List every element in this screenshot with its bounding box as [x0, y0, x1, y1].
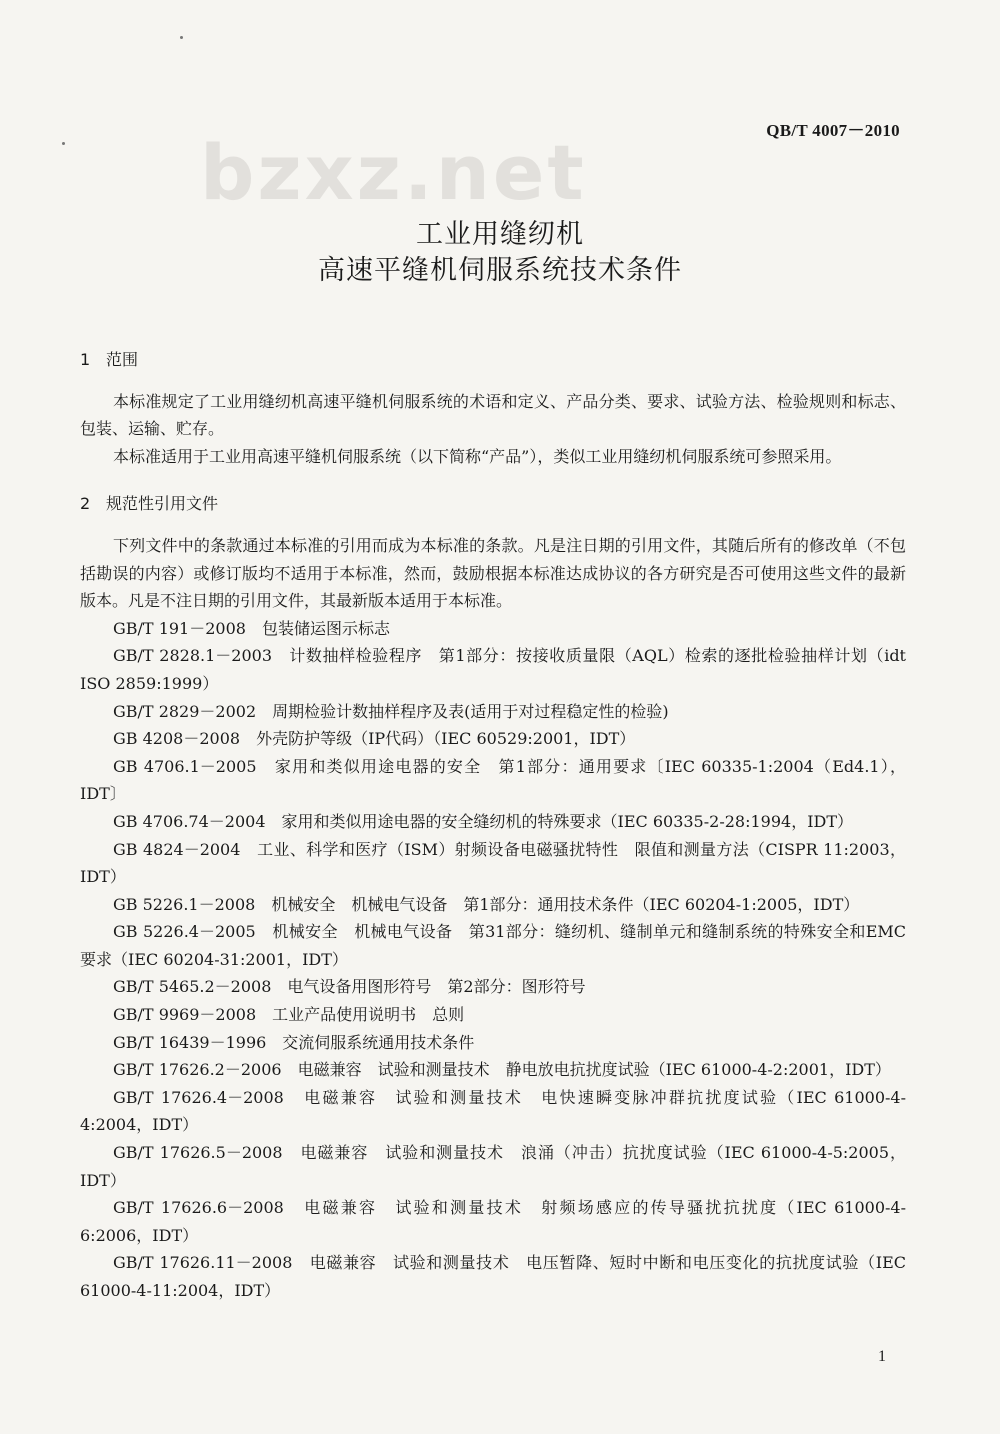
title-line-2: 高速平缝机伺服系统技术条件 — [318, 255, 682, 286]
reference-item: GB/T 17626.6－2008 电磁兼容 试验和测量技术 射频场感应的传导骚扰抗扰度（IEC 61000-4-6:2006，IDT） — [80, 1198, 906, 1245]
title-line-1: 工业用缝纫机 — [416, 219, 584, 250]
reference-item: GB 4706.74－2004 家用和类似用途电器的安全缝纫机的特殊要求（IEC 60335-2-28:1994，IDT） — [113, 811, 854, 831]
paragraph: 本标准规定了工业用缝纫机高速平缝机伺服系统的术语和定义、产品分类、要求、试验方法、检验规则和标志、包装、运输、贮存。 — [80, 391, 906, 439]
reference-item: GB/T 16439－1996 交流伺服系统通用技术条件 — [113, 1032, 475, 1052]
section-2-heading — [80, 490, 906, 518]
reference-item: GB/T 2829－2002 周期检验计数抽样程序及表(适用于对过程稳定性的检验) — [113, 701, 669, 721]
reference-item: GB/T 17626.4－2008 电磁兼容 试验和测量技术 电快速瞬变脉冲群抗扰度试验（IEC 61000-4-4:2004，IDT） — [80, 1087, 906, 1135]
scan-speck — [180, 36, 183, 39]
scan-speck — [62, 142, 65, 145]
reference-item: GB/T 191－2008 包装储运图示标志 — [113, 618, 390, 638]
section-title: 范围 — [106, 350, 139, 369]
page-number: 1 — [878, 1348, 886, 1365]
reference-item: GB/T 17626.2－2006 电磁兼容 试验和测量技术 静电放电抗扰度试验（IEC 61000-4-2:2001，IDT） — [113, 1060, 891, 1080]
reference-item: GB/T 17626.5－2008 电磁兼容 试验和测量技术 浪涌（冲击）抗扰度试验（IEC 61000-4-5:2005，IDT） — [80, 1143, 906, 1190]
paragraph: 下列文件中的条款通过本标准的引用而成为本标准的条款。凡是注日期的引用文件，其随后所有的修改单（不包括勘误的内容）或修订版均不适用于本标准，然而，鼓励根据本标准达成协议的各方研究是否可使用这些文件的最新版本。凡是不注日期的引用文件，其最新版本适用于本标准。 — [80, 535, 906, 611]
watermark: bzxz.net — [200, 128, 587, 217]
reference-item: GB/T 17626.11－2008 电磁兼容 试验和测量技术 电压暂降、短时中断和电压变化的抗扰度试验（IEC 61000-4-11:2004，IDT） — [80, 1253, 906, 1300]
reference-item: GB 4706.1－2005 家用和类似用途电器的安全 第1部分：通用要求〔IEC 60335-1:2004（Ed4.1），IDT〕 — [80, 756, 906, 804]
reference-item: GB 5226.1－2008 机械安全 机械电气设备 第1部分：通用技术条件（IEC 60204-1:2005，IDT） — [113, 894, 860, 914]
section-1-heading — [80, 346, 906, 374]
section-number: 1 — [80, 350, 91, 369]
section-title: 规范性引用文件 — [106, 494, 219, 514]
reference-item: GB 4824－2004 工业、科学和医疗（ISM）射频设备电磁骚扰特性 限值和测量方法（CISPR 11:2003，IDT） — [80, 839, 906, 887]
reference-item: GB/T 9969－2008 工业产品使用说明书 总则 — [113, 1005, 465, 1025]
reference-item: GB/T 2828.1－2003 计数抽样检验程序 第1部分：按接收质量限（AQL）检索的逐批检验抽样计划（idt ISO 2859:1999） — [80, 646, 906, 693]
document-body — [80, 346, 906, 1305]
section-number: 2 — [80, 494, 91, 514]
reference-item: GB/T 5465.2－2008 电气设备用图形符号 第2部分：图形符号 — [113, 977, 586, 997]
reference-list — [80, 615, 906, 1305]
standard-code: QB/T 4007－2010 — [766, 121, 900, 140]
reference-item: GB 4208－2008 外壳防护等级（IP代码）（IEC 60529:2001，IDT） — [113, 729, 636, 749]
section-1-body — [80, 388, 906, 471]
reference-item: GB 5226.4－2005 机械安全 机械电气设备 第31部分：缝纫机、缝制单元和缝制系统的特殊安全和EMC要求（IEC 60204-31:2001，IDT） — [80, 922, 906, 969]
paragraph: 本标准适用于工业用高速平缝机伺服系统（以下简称“产品”），类似工业用缝纫机伺服系统可参照采用。 — [113, 446, 842, 466]
